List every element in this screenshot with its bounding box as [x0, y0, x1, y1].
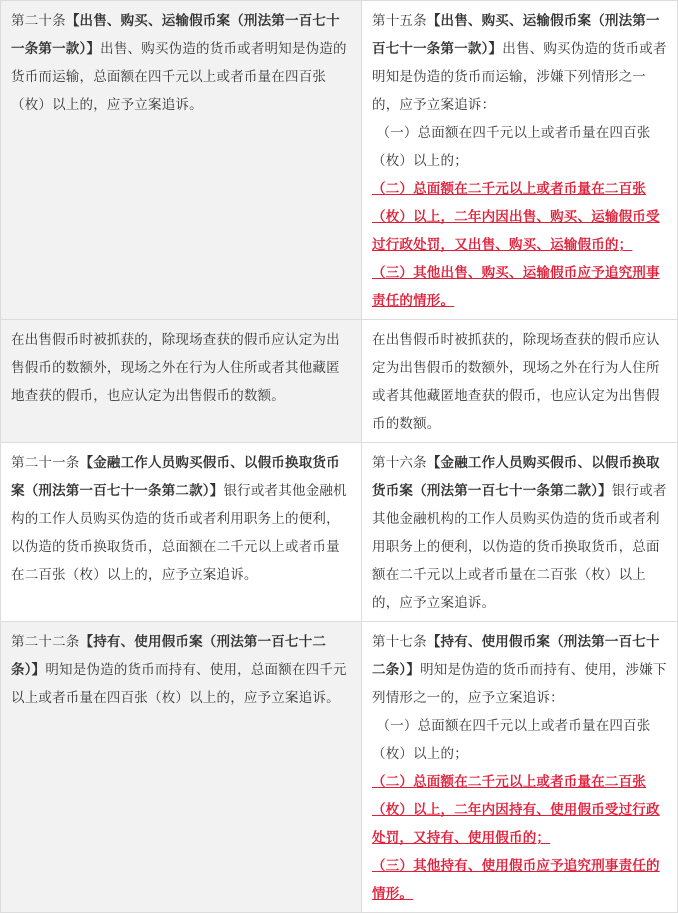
- table-row: [1, 1, 678, 320]
- article-number: 第二十条: [11, 13, 66, 29]
- old-article-20: [1, 1, 362, 320]
- clause-1: （一）总面额在四千元以上或者币量在四百张（枚）以上的；: [372, 718, 651, 762]
- article-text: 银行或者其他金融机构的工作人员购买伪造的货币或者利用职务上的便利，以伪造的货币换取货币，总面额在二千元以上或者币量在二百张（枚）以上的，应予立案追诉。: [11, 483, 347, 583]
- table-row: [1, 622, 678, 913]
- clause-3-added: （三）其他持有、使用假币应予追究刑事责任的情形。: [372, 858, 660, 902]
- new-article-15: [362, 1, 678, 320]
- article-heading: 【金融工作人员购买假币、以假币换取货币案（刑法第一百七十一条第二款）】: [372, 455, 660, 499]
- article-heading: 【出售、购买、运输假币案（刑法第一百七十一条第一款）】: [372, 13, 660, 57]
- article-heading: 【出售、购买、运输假币案（刑法第一百七十一条第一款）】: [11, 13, 340, 57]
- old-article-22: [1, 622, 362, 913]
- article-heading: 【持有、使用假币案（刑法第一百七十二条）】: [11, 634, 327, 678]
- article-number: 第十六条: [372, 455, 427, 471]
- table-row: [1, 320, 678, 443]
- paragraph-text: 在出售假币时被抓获的，除现场查获的假币应认定为出售假币的数额外，现场之外在行为人住所或者其他藏匿地查获的假币，也应认定为出售假币的数额。: [372, 332, 660, 432]
- article-number: 第二十二条: [11, 634, 80, 650]
- clause-3-added: （三）其他出售、购买、运输假币应予追究刑事责任的情形。: [372, 265, 660, 309]
- article-number: 第十七条: [372, 634, 427, 650]
- paragraph-text: 在出售假币时被抓获的，除现场查获的假币应认定为出售假币的数额外，现场之外在行为人住所或者其他藏匿地查获的假币，也应认定为出售假币的数额。: [11, 332, 340, 404]
- clause-1: （一）总面额在四千元以上或者币量在四百张（枚）以上的；: [372, 125, 651, 169]
- new-article-16: [362, 443, 678, 622]
- article-text: 银行或者其他金融机构的工作人员购买伪造的货币或者利用职务上的便利，以伪造的货币换取货币，总面额在二千元以上或者币量在二百张（枚）以上的，应予立案追诉。: [372, 483, 667, 611]
- article-text: 出售、购买伪造的货币或者明知是伪造的货币而运输，总面额在四千元以上或者币量在四百张（枚）以上的，应予立案追诉。: [11, 41, 347, 113]
- old-article-20-para2: [1, 320, 362, 443]
- article-text: 明知是伪造的货币而持有、使用，总面额在四千元以上或者币量在四百张（枚）以上的，应予立案追诉。: [11, 662, 347, 706]
- old-article-21: [1, 443, 362, 622]
- new-article-17: [362, 622, 678, 913]
- article-text: 明知是伪造的货币而持有、使用，涉嫌下列情形之一的，应予立案追诉：: [372, 662, 667, 706]
- new-article-15-para2: [362, 320, 678, 443]
- clause-2-added: （二）总面额在二千元以上或者币量在二百张（枚）以上，二年内因持有、使用假币受过行政处罚，又持有、使用假币的；: [372, 774, 660, 846]
- table-row: [1, 443, 678, 622]
- article-heading: 【金融工作人员购买假币、以假币换取货币案（刑法第一百七十一条第二款）】: [11, 455, 340, 499]
- article-heading: 【持有、使用假币案（刑法第一百七十二条）】: [372, 634, 660, 678]
- article-number: 第二十一条: [11, 455, 80, 471]
- article-text: 出售、购买伪造的货币或者明知是伪造的货币而运输，涉嫌下列情形之一的，应予立案追诉：: [372, 41, 667, 113]
- clause-2-added: （二）总面额在二千元以上或者币量在二百张（枚）以上，二年内因出售、购买、运输假币受过行政处罚，又出售、购买、运输假币的；: [372, 181, 660, 253]
- article-number: 第十五条: [372, 13, 427, 29]
